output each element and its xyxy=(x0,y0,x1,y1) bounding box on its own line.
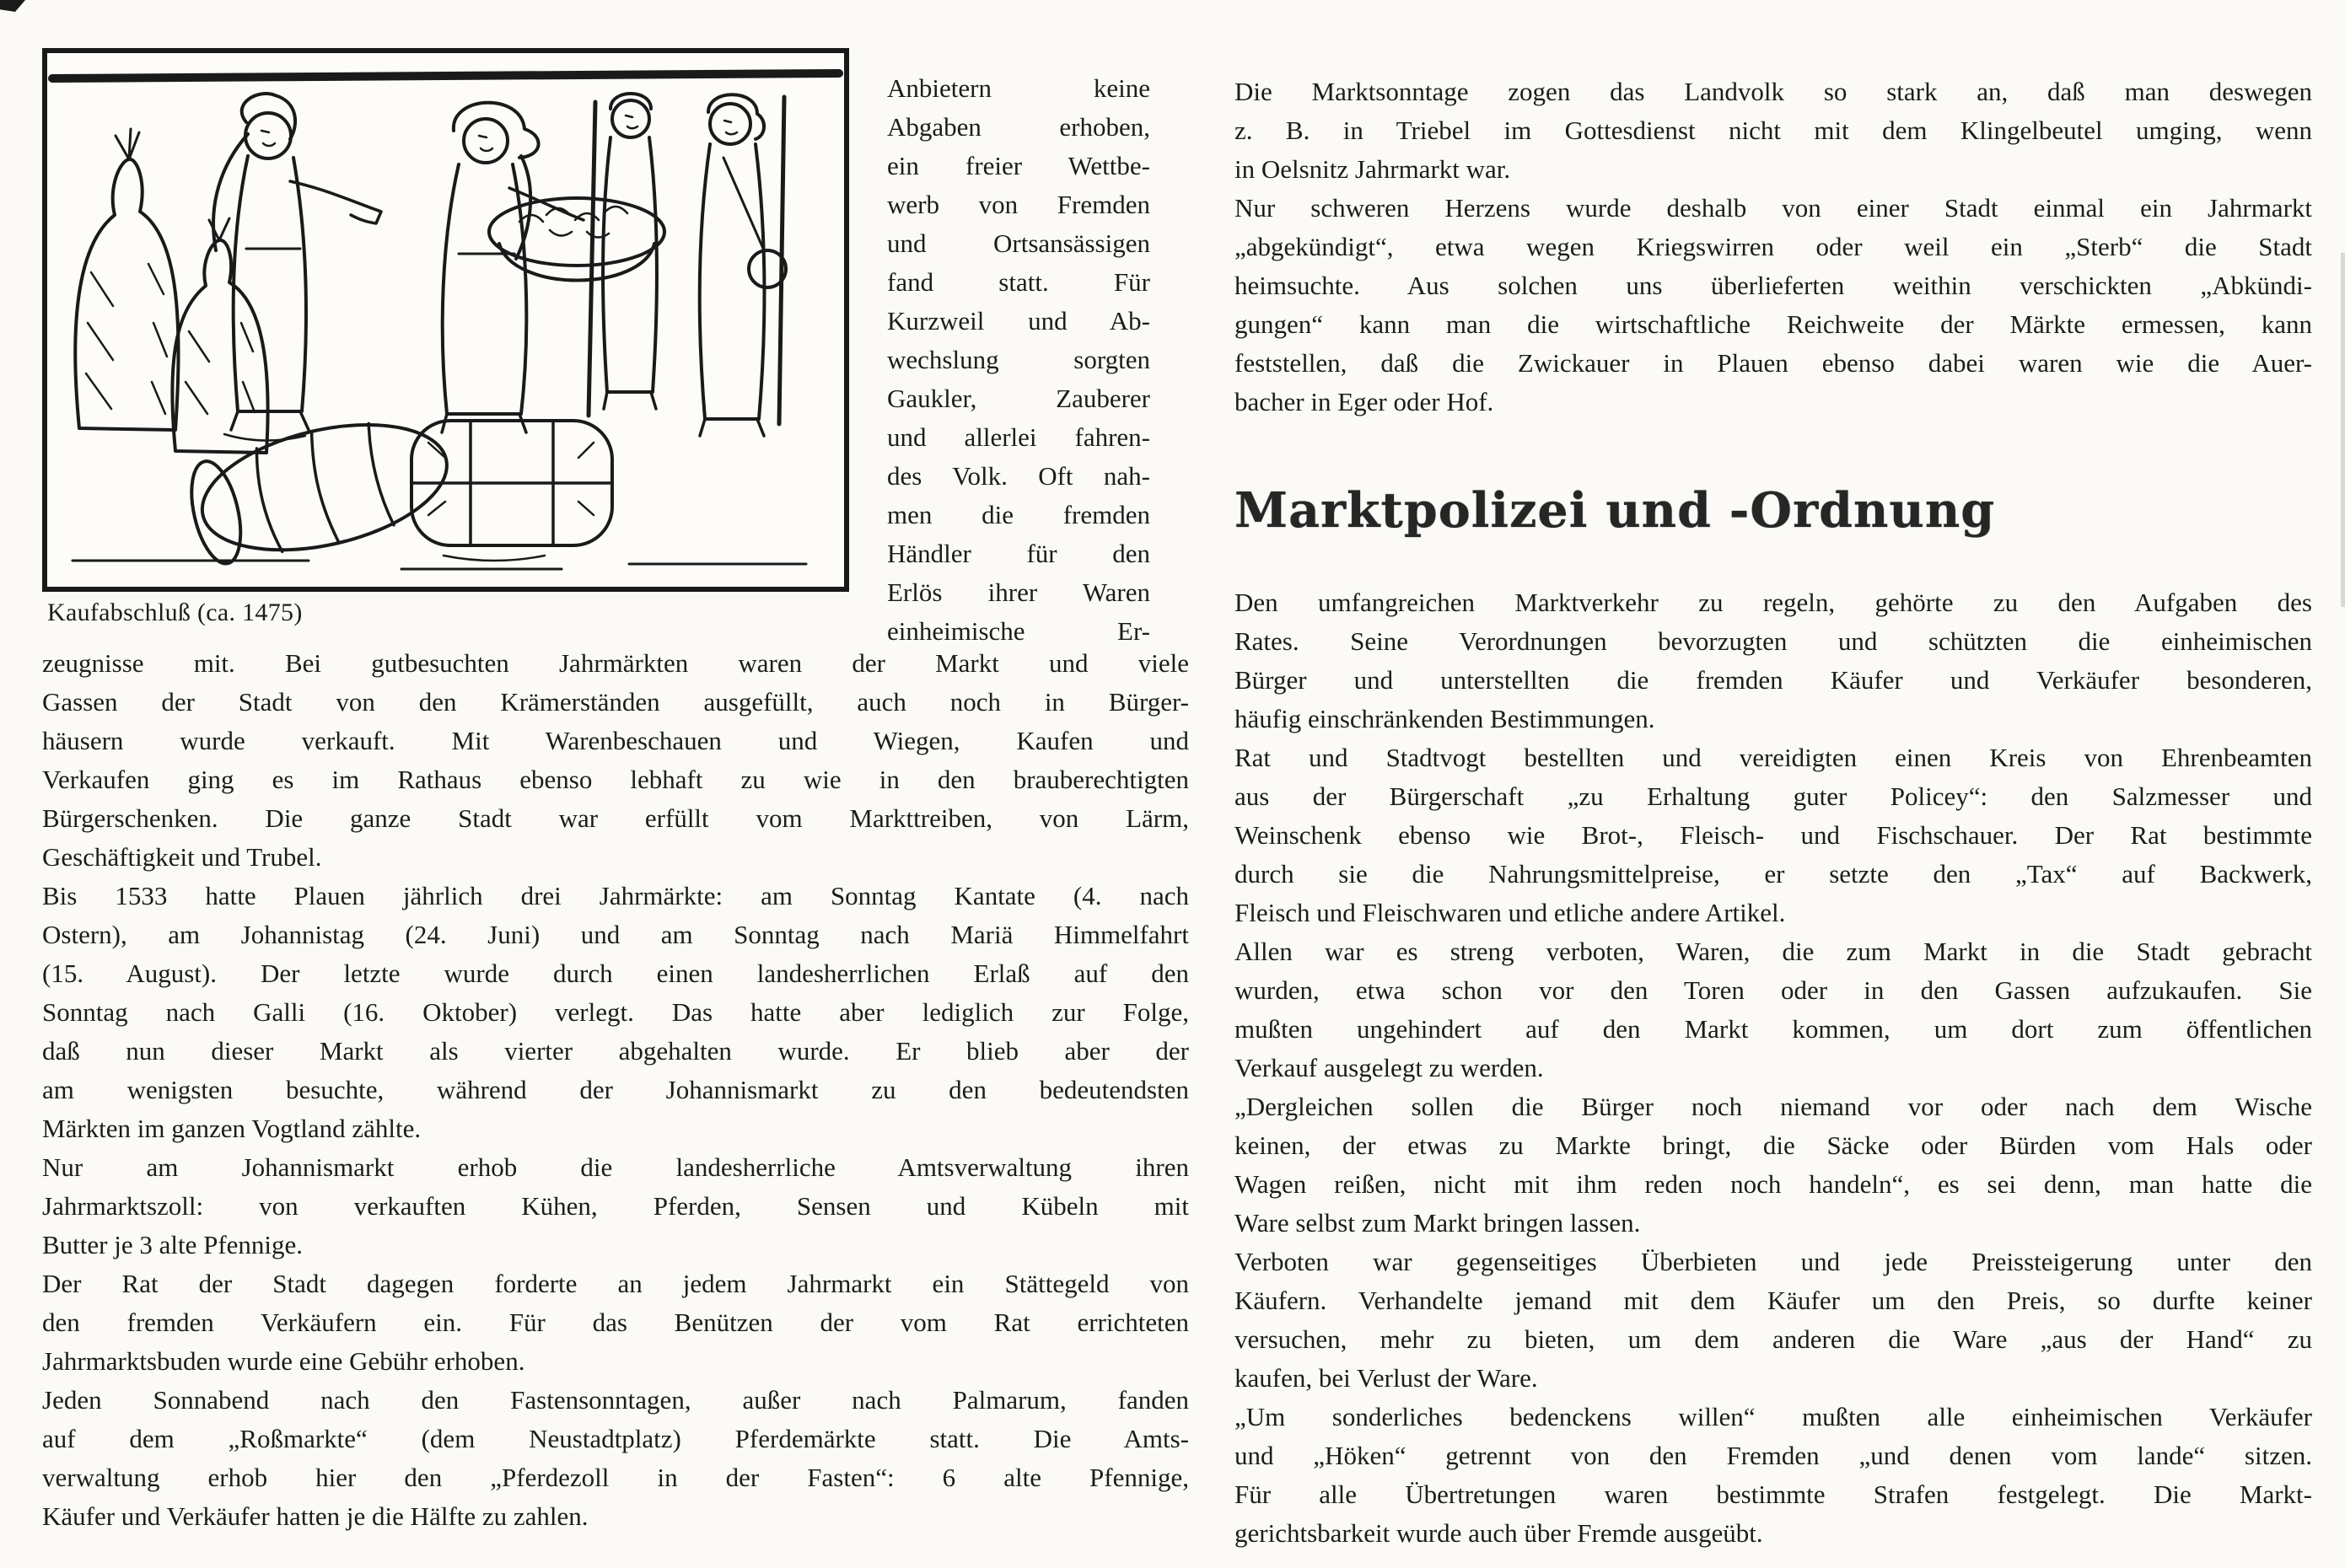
text-line: Jahrmarktszoll: von verkauften Kühen, Pferden, Sensen und Kübeln mit xyxy=(42,1191,1189,1221)
text-line: den fremden Verkäufern ein. Für das Benützen der vom Rat errichteten xyxy=(42,1308,1189,1337)
text-line: Händler für den xyxy=(887,539,1150,568)
text-line: Bürgerschenken. Die ganze Stadt war erfüllt vom Markttreiben, von Lärm, xyxy=(42,803,1189,833)
woodcut-market-scene-image xyxy=(47,53,844,587)
text-line: Sonntag nach Galli (16. Oktober) verlegt. Das hatte aber lediglich zur Folge, xyxy=(42,997,1189,1027)
image-caption: Kaufabschluß (ca. 1475) xyxy=(47,599,303,626)
right-column xyxy=(1234,72,2312,1553)
woodcut-illustration xyxy=(42,48,849,592)
text-line: Die Marktsonntage zogen das Landvolk so stark an, daß man deswegen xyxy=(1234,77,2312,106)
text-line: ein freier Wettbe- xyxy=(887,151,1150,180)
text-line: Wagen reißen, nicht mit ihm reden noch handeln“, es sei denn, man hatte die xyxy=(1234,1169,2312,1199)
text-line: Fleisch und Fleischwaren und etliche andere Artikel. xyxy=(1234,898,1786,927)
text-line: keinen, der etwas zu Markte bringt, die Säcke oder Bürden vom Hals oder xyxy=(1234,1130,2312,1160)
scan-artifact xyxy=(0,0,25,12)
intro-column-text xyxy=(887,69,1150,651)
text-line: „Dergleichen sollen die Bürger noch niemand vor oder nach dem Wische xyxy=(1234,1092,2312,1121)
text-line: Kurzweil und Ab- xyxy=(887,306,1150,336)
right-column-body-text xyxy=(1234,583,2312,1553)
text-line: Allen war es streng verboten, Waren, die zum Markt in die Stadt gebracht xyxy=(1234,937,2312,966)
scan-artifact xyxy=(2341,253,2345,607)
text-line: Verkaufen ging es im Rathaus ebenso lebhaft zu wie in den brauberechtigten xyxy=(42,765,1189,794)
text-line: häusern wurde verkauft. Mit Warenbeschauen und Wiegen, Kaufen und xyxy=(42,726,1189,755)
text-line: Butter je 3 alte Pfennige. xyxy=(42,1230,304,1259)
text-line: men die fremden xyxy=(887,500,1150,529)
text-line: wechslung sorgten xyxy=(887,345,1150,374)
section-heading: Marktpolizei und -Ordnung xyxy=(1234,482,1996,539)
text-line: Der Rat der Stadt dagegen forderte an jedem Jahrmarkt ein Stättegeld von xyxy=(42,1269,1189,1298)
text-line: des Volk. Oft nah- xyxy=(887,461,1150,491)
text-line: z. B. in Triebel im Gottesdienst nicht mit dem Klingelbeutel umging, wenn xyxy=(1234,115,2312,145)
text-line: Den umfangreichen Marktverkehr zu regeln, gehörte zu den Aufgaben des xyxy=(1234,588,2312,617)
text-line: Verboten war gegenseitiges Überbieten und jede Preissteigerung unter den xyxy=(1234,1247,2312,1276)
text-line: fand statt. Für xyxy=(887,267,1150,297)
text-line: Geschäftigkeit und Trubel. xyxy=(42,842,322,872)
text-line: (15. August). Der letzte wurde durch einen landesherrlichen Erlaß auf den xyxy=(42,959,1189,988)
text-line: am wenigsten besuchte, während der Johannismarkt zu den bedeutendsten xyxy=(42,1075,1189,1104)
text-line: Ware selbst zum Markt bringen lassen. xyxy=(1234,1208,1641,1238)
text-line: einheimische Er- xyxy=(887,616,1150,646)
text-line: Gassen der Stadt von den Krämerständen ausgefüllt, auch noch in Bürger- xyxy=(42,687,1189,717)
text-line: häufig einschränkenden Bestimmungen. xyxy=(1234,704,1655,733)
text-line: „Um sonderliches bedenckens willen“ mußten alle einheimischen Verkäufer xyxy=(1234,1402,2312,1431)
text-line: Märkten im ganzen Vogtland zählte. xyxy=(42,1114,422,1143)
text-line: feststellen, daß die Zwickauer in Plauen ebenso dabei waren wie die Auer- xyxy=(1234,348,2312,378)
text-line: auf dem „Roßmarkte“ (dem Neustadtplatz) Pferdemärkte statt. Die Amts- xyxy=(42,1424,1189,1453)
text-line: daß nun dieser Markt als vierter abgehalten wurde. Er blieb aber der xyxy=(42,1036,1189,1066)
text-line: Käufer und Verkäufer hatten je die Hälfte zu zahlen. xyxy=(42,1501,589,1531)
text-line: gungen“ kann man die wirtschaftliche Reichweite der Märkte ermessen, kann xyxy=(1234,309,2312,339)
text-line: und „Höken“ getrennt von den Fremden „und denen vom lande“ sitzen. xyxy=(1234,1441,2312,1470)
text-line: verwaltung erhob hier den „Pferdezoll in der Fasten“: 6 alte Pfennige, xyxy=(42,1463,1189,1492)
text-line: Ostern), am Johannistag (24. Juni) und am Sonntag nach Mariä Himmelfahrt xyxy=(42,920,1189,949)
text-line: versuchen, mehr zu bieten, um dem anderen die Ware „aus der Hand“ zu xyxy=(1234,1324,2312,1354)
text-line: und allerlei fahren- xyxy=(887,422,1150,452)
text-line: Jahrmarktsbuden wurde eine Gebühr erhoben. xyxy=(42,1346,525,1376)
text-line: durch sie die Nahrungsmittelpreise, er setzte den „Tax“ auf Backwerk, xyxy=(1234,859,2312,889)
text-line: Käufern. Verhandelte jemand mit dem Käufer um den Preis, so durfte keiner xyxy=(1234,1286,2312,1315)
text-line: Rat und Stadtvogt bestellten und vereidigten einen Kreis von Ehrenbeamten xyxy=(1234,743,2312,772)
text-line: werb von Fremden xyxy=(887,190,1150,219)
text-line: Bürger und unterstellten die fremden Käufer und Verkäufer besonderen, xyxy=(1234,665,2312,695)
text-line: gerichtsbarkeit wurde auch über Fremde ausgeübt. xyxy=(1234,1518,1763,1548)
text-line: „abgekündigt“, etwa wegen Kriegswirren oder weil ein „Sterb“ die Stadt xyxy=(1234,232,2312,261)
text-line: Bis 1533 hatte Plauen jährlich drei Jahrmärkte: am Sonntag Kantate (4. nach xyxy=(42,881,1189,910)
text-line: Jeden Sonnabend nach den Fastensonntagen, außer nach Palmarum, fanden xyxy=(42,1385,1189,1415)
text-line: wurden, etwa schon vor den Toren oder in den Gassen aufzukaufen. Sie xyxy=(1234,975,2312,1005)
text-line: bacher in Eger oder Hof. xyxy=(1234,387,1494,416)
text-line: Verkauf ausgelegt zu werden. xyxy=(1234,1053,1544,1082)
text-line: Erlös ihrer Waren xyxy=(887,577,1150,607)
text-line: in Oelsnitz Jahrmarkt war. xyxy=(1234,154,1511,184)
left-column-text xyxy=(42,644,1189,1536)
text-line: und Ortsansässigen xyxy=(887,228,1150,258)
text-line: Für alle Übertretungen waren bestimmte Strafen festgelegt. Die Markt- xyxy=(1234,1479,2312,1509)
text-line: heimsuchte. Aus solchen uns überlieferten weithin verschickten „Abkündi- xyxy=(1234,271,2312,300)
text-line: Nur schweren Herzens wurde deshalb von einer Stadt einmal ein Jahrmarkt xyxy=(1234,193,2312,223)
text-line: zeugnisse mit. Bei gutbesuchten Jahrmärkten waren der Markt und viele xyxy=(42,648,1189,678)
text-line: mußten ungehindert auf den Markt kommen, um dort zum öffentlichen xyxy=(1234,1014,2312,1044)
text-line: aus der Bürgerschaft „zu Erhaltung guter Policey“: den Salzmesser und xyxy=(1234,781,2312,811)
text-line: kaufen, bei Verlust der Ware. xyxy=(1234,1363,1538,1393)
text-line: Anbietern keine xyxy=(887,73,1150,103)
text-line: Gaukler, Zauberer xyxy=(887,384,1150,413)
text-line: Abgaben erhoben, xyxy=(887,112,1150,142)
right-column-top-text xyxy=(1234,72,2312,422)
text-line: Weinschenk ebenso wie Brot-, Fleisch- und Fischschauer. Der Rat bestimmte xyxy=(1234,820,2312,850)
text-line: Rates. Seine Verordnungen bevorzugten und schützten die einheimischen xyxy=(1234,626,2312,656)
text-line: Nur am Johannismarkt erhob die landesherrliche Amtsverwaltung ihren xyxy=(42,1152,1189,1182)
